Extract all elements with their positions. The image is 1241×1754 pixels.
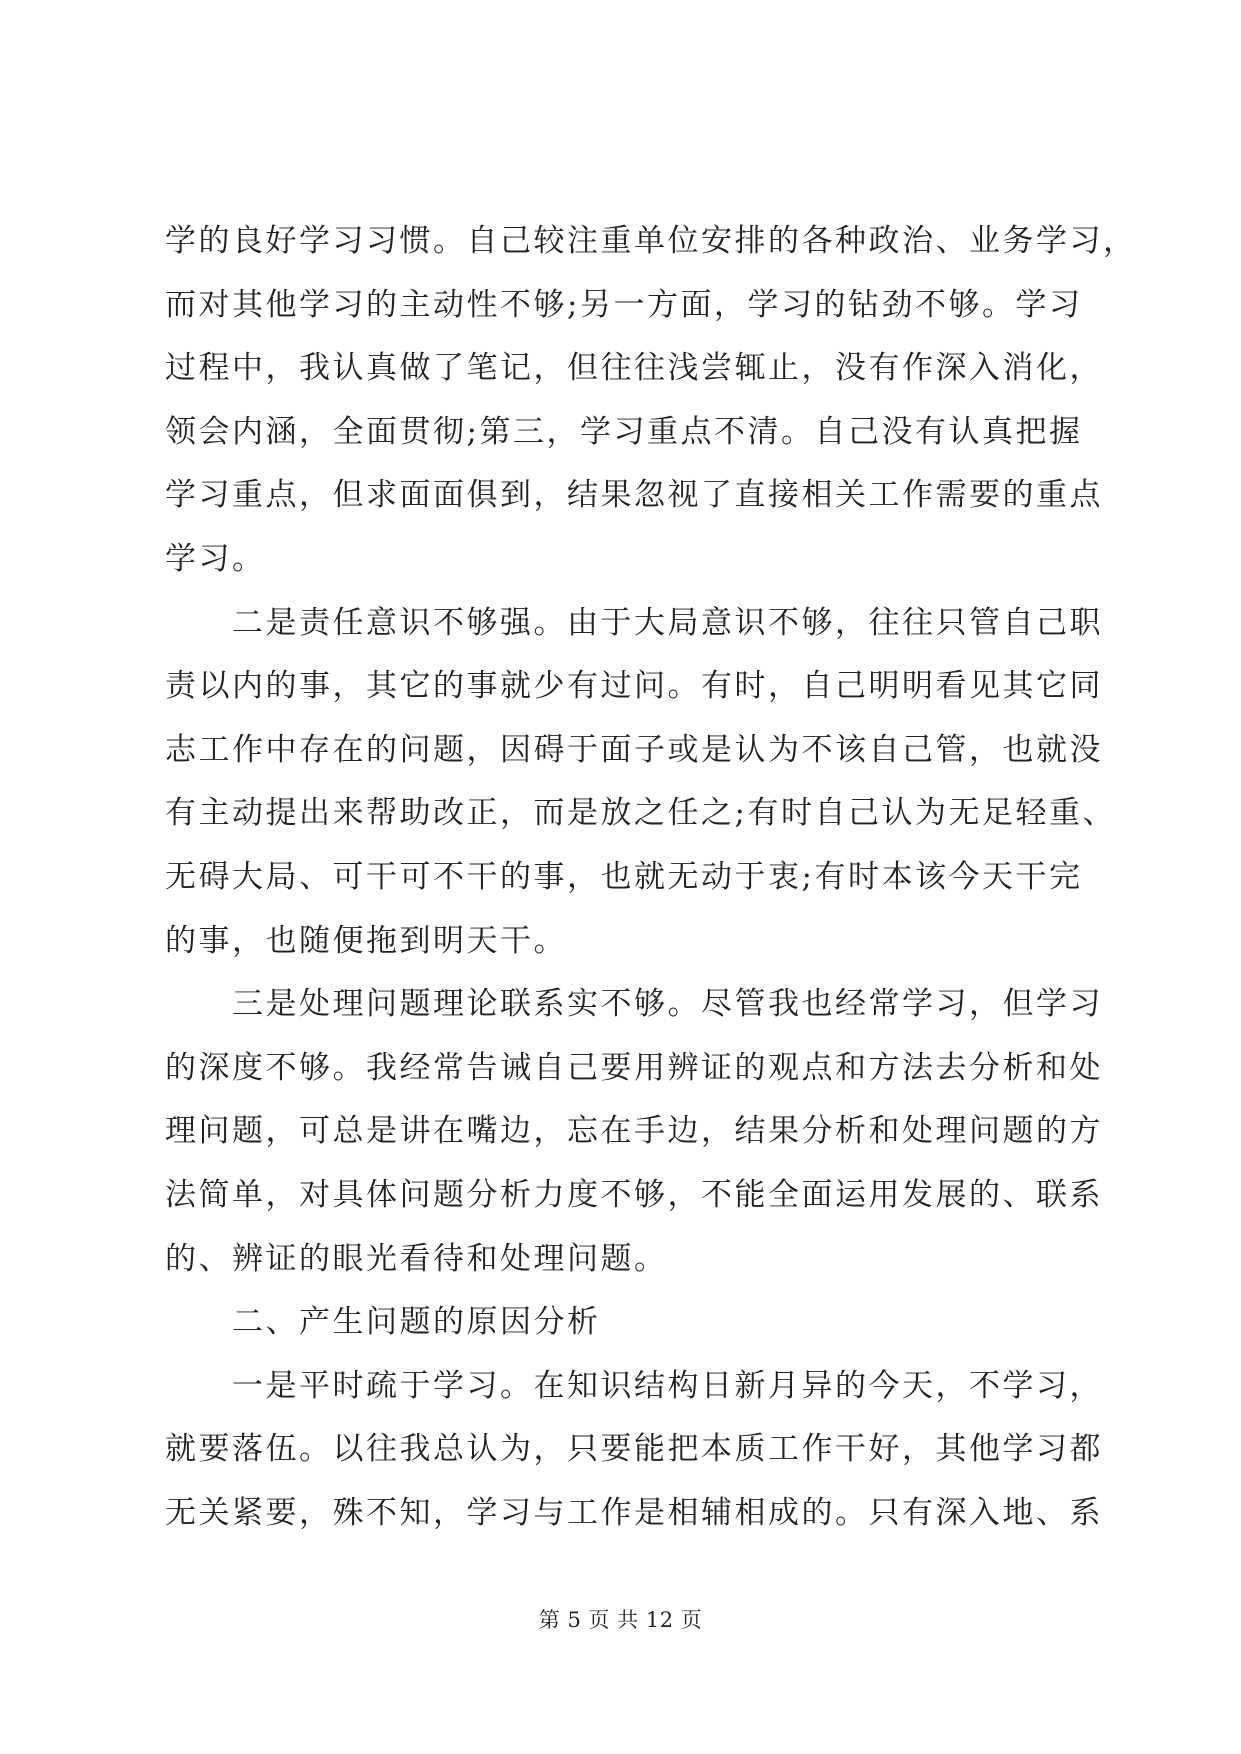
text-line: 志工作中存在的问题，因碍于面子或是认为不该自己管，也就没 bbox=[165, 731, 1103, 768]
body-text bbox=[165, 210, 1137, 1545]
text-line: 学习。 bbox=[165, 540, 266, 577]
text-line: 无碍大局、可干可不干的事，也就无动于衷;有时本该今天干完 bbox=[165, 858, 1083, 895]
text-line: 三是处理问题理论联系实不够。尽管我也经常学习，但学习 bbox=[165, 986, 1103, 1023]
text-line: 学的良好学习习惯。自己较注重单位安排的各种政治、业务学习， bbox=[165, 223, 1137, 259]
text-line: 的深度不够。我经常告诫自己要用辨证的观点和方法去分析和处 bbox=[165, 1049, 1103, 1086]
text-line: 法简单，对具体问题分析力度不够，不能全面运用发展的、联系 bbox=[165, 1176, 1103, 1213]
text-line: 过程中，我认真做了笔记，但往往浅尝辄止，没有作深入消化， bbox=[165, 350, 1103, 387]
text-line: 学习重点，但求面面俱到，结果忽视了直接相关工作需要的重点 bbox=[165, 477, 1103, 514]
text-line: 就要落伍。以往我总认为，只要能把本质工作干好，其他学习都 bbox=[165, 1431, 1103, 1468]
text-line: 的事，也随便拖到明天干。 bbox=[165, 922, 567, 959]
text-line: 无关紧要，殊不知，学习与工作是相辅相成的。只有深入地、系 bbox=[165, 1494, 1103, 1531]
text-line: 理问题，可总是讲在嘴边，忘在手边，结果分析和处理问题的方 bbox=[165, 1113, 1103, 1150]
text-line: 一是平时疏于学习。在知识结构日新月异的今天，不学习， bbox=[165, 1367, 1103, 1404]
text-line: 而对其他学习的主动性不够;另一方面，学习的钻劲不够。学习 bbox=[165, 286, 1083, 323]
page-number-footer: 第 5 页 共 12 页 bbox=[538, 1608, 703, 1632]
text-line: 的、辨证的眼光看待和处理问题。 bbox=[165, 1240, 668, 1277]
section-heading: 二、产生问题的原因分析 bbox=[165, 1304, 601, 1341]
text-line: 责以内的事，其它的事就少有过问。有时，自己明明看见其它同 bbox=[165, 668, 1103, 705]
text-line: 领会内涵，全面贯彻;第三，学习重点不清。自己没有认真把握 bbox=[165, 413, 1083, 450]
text-line: 二是责任意识不够强。由于大局意识不够，往往只管自己职 bbox=[165, 604, 1103, 641]
text-line: 有主动提出来帮助改正，而是放之任之;有时自己认为无足轻重、 bbox=[165, 795, 1116, 832]
